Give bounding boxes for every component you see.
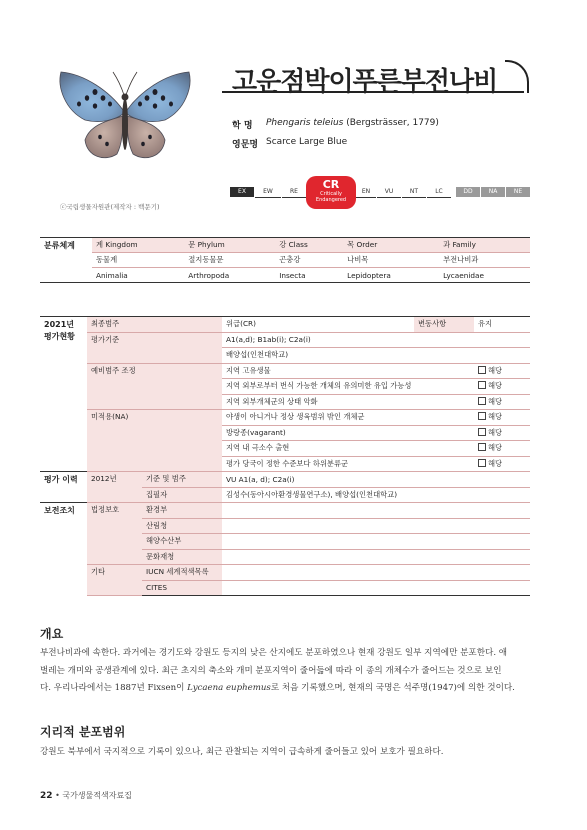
check-label: 해당 (488, 412, 503, 422)
tax-latin: Insecta (275, 268, 343, 283)
tax-header: 목 Order (343, 238, 439, 253)
english-name-label: 영문명 (232, 140, 259, 150)
overview-heading: 개요 (40, 627, 64, 641)
change-label: 변동사항 (414, 317, 474, 333)
checkbox-icon (478, 428, 486, 436)
na-item: 야생이 아니거나 정상 생육범위 밖인 개체군 (222, 410, 474, 426)
change-value: 유지 (474, 317, 530, 333)
scale-dd: DD (456, 187, 480, 197)
scientific-name-label: 학 명 (232, 121, 253, 131)
distribution-heading: 지리적 분포범위 (40, 725, 126, 739)
legal-item: 문화재청 (142, 549, 222, 565)
other-item: CITES (142, 580, 222, 596)
scale-cr-code: CR (322, 178, 340, 191)
scale-vu: VU (377, 187, 401, 198)
prelim-item: 지역 고유생물 (222, 363, 474, 379)
page-footer (40, 790, 132, 801)
legal-value (222, 518, 530, 534)
na-label: 미적용(NA) (87, 410, 222, 472)
scientific-name-author: (Bergsträsser, 1779) (346, 118, 439, 128)
scale-nt: NT (402, 187, 426, 198)
scale-ne: NE (506, 187, 530, 197)
title-decoration (505, 60, 529, 93)
prelim-item: 지역 외부개체군의 상태 악화 (222, 394, 474, 410)
history-category-label: 기준 및 범주 (142, 472, 222, 488)
scale-en: EN (356, 187, 376, 198)
scale-re: RE (282, 187, 306, 198)
history-author-value: 김성수(동아시아환경생물연구소), 배양섭(인천대학교) (222, 487, 530, 503)
photo-credit: ⓒ국립생물자원관(제작자 : 백문기) (60, 203, 160, 211)
na-check (474, 425, 530, 441)
check-label: 해당 (488, 365, 503, 375)
legal-value (222, 549, 530, 565)
scientific-name-italic: Phengaris teleius (266, 118, 344, 128)
criteria-author: 배양섭(인천대학교) (222, 348, 530, 364)
checkbox-icon (478, 412, 486, 420)
check-label: 해당 (488, 443, 503, 453)
na-check (474, 410, 530, 426)
other-value (222, 565, 530, 581)
scale-lc: LC (427, 187, 451, 198)
tax-korean: 곤충강 (275, 253, 343, 268)
overview-text: 다. 우리나라에서는 1887년 Fixsen이 (40, 683, 188, 693)
tax-korean: 절지동물문 (184, 253, 275, 268)
check-label: 해당 (488, 396, 503, 406)
other-item: IUCN 세계적색목록 (142, 565, 222, 581)
scale-cr-text: Critically Endangered (315, 191, 347, 203)
scientific-name (266, 118, 439, 128)
legal-value (222, 503, 530, 519)
checkbox-icon (478, 443, 486, 451)
checkbox-icon (478, 397, 486, 405)
history-label: 평가 이력 (40, 472, 87, 503)
status-year: 2021년 (44, 320, 74, 329)
evaluation-table (40, 316, 530, 596)
overview-line (40, 680, 532, 698)
distribution-body: 강원도 북부에서 국지적으로 기록이 있으나, 최근 관찰되는 지역이 급속하게 줄어들고 있어 보호가 필요하다. (40, 747, 444, 757)
tax-korean: 나비목 (343, 253, 439, 268)
final-category-label: 최종범주 (87, 317, 222, 333)
legal-item: 해양수산부 (142, 534, 222, 550)
tax-latin: Arthropoda (184, 268, 275, 283)
na-item: 지역 내 극소수 출현 (222, 441, 474, 457)
final-category-value: 위급(CR) (222, 317, 414, 333)
history-category-value: VU A1(a, d); C2a(i) (222, 472, 530, 488)
prelim-item: 지역 외부로부터 번식 가능한 개체의 유의미한 유입 가능성 (222, 379, 474, 395)
na-check (474, 456, 530, 472)
tax-latin: Lepidoptera (343, 268, 439, 283)
footer-bullet: • (55, 791, 60, 800)
tax-latin: Animalia (92, 268, 184, 283)
legal-label: 법정보호 (87, 503, 142, 565)
scale-ew: EW (255, 187, 281, 198)
criteria-label: 평가기준 (87, 332, 222, 363)
legal-item: 환경부 (142, 503, 222, 519)
butterfly-photo (55, 62, 195, 172)
scale-cr-badge (306, 176, 356, 209)
prelim-check (474, 394, 530, 410)
species-title: 고운점박이푸른부전나비 (232, 67, 498, 97)
check-label: 해당 (488, 427, 503, 437)
taxonomy-label: 분류체계 (40, 238, 92, 283)
check-label: 해당 (488, 381, 503, 391)
legal-value (222, 534, 530, 550)
tax-header: 계 Kingdom (92, 238, 184, 253)
prelim-check (474, 379, 530, 395)
checkbox-icon (478, 381, 486, 389)
overview-body (40, 645, 532, 698)
taxonomy-table (40, 237, 530, 283)
prelim-label: 예비범주 조정 (87, 363, 222, 410)
na-item: 평가 당국이 정한 수준보다 하위분류군 (222, 456, 474, 472)
scale-ex: EX (230, 187, 254, 197)
status-label (40, 317, 87, 472)
criteria-value: A1(a,d); B1ab(i); C2a(i) (222, 332, 530, 348)
other-label: 기타 (87, 565, 142, 596)
checkbox-icon (478, 459, 486, 467)
legal-item: 산림청 (142, 518, 222, 534)
overview-line: 부전나비과에 속한다. 과거에는 경기도와 강원도 등지의 낮은 산지에도 분포하였으나 현재 강원도 일부 지역에만 분포한다. 애 (40, 648, 508, 658)
footer-book-title: 국가생물적색자료집 (62, 791, 132, 800)
status-title: 평가현황 (44, 332, 75, 341)
tax-header: 강 Class (275, 238, 343, 253)
page-number: 22 (40, 791, 53, 801)
overview-species: Lycaena euphemus (187, 683, 271, 693)
overview-line: 벌레는 개미와 공생관계에 있다. 최근 초지의 축소와 개미 분포지역이 줄어듦에 따라 이 종의 개체수가 줄어드는 것으로 보인 (40, 665, 502, 676)
history-year: 2012년 (87, 472, 142, 503)
prelim-check (474, 363, 530, 379)
history-author-label: 집필자 (142, 487, 222, 503)
english-name: Scarce Large Blue (266, 137, 348, 147)
na-item: 방랑종(vagarant) (222, 425, 474, 441)
tax-korean: 동물계 (92, 253, 184, 268)
checkbox-icon (478, 366, 486, 374)
tax-header: 문 Phylum (184, 238, 275, 253)
check-label: 해당 (488, 458, 503, 468)
other-value (222, 580, 530, 596)
overview-text: 로 처음 기록했으며, 현재의 국명은 석주명(1947)에 의한 것이다. (270, 683, 515, 693)
tax-korean: 부전나비과 (439, 253, 530, 268)
protection-label: 보전조치 (40, 503, 87, 596)
na-check (474, 441, 530, 457)
tax-header: 과 Family (439, 238, 530, 253)
scale-na: NA (481, 187, 505, 197)
tax-latin: Lycaenidae (439, 268, 530, 283)
